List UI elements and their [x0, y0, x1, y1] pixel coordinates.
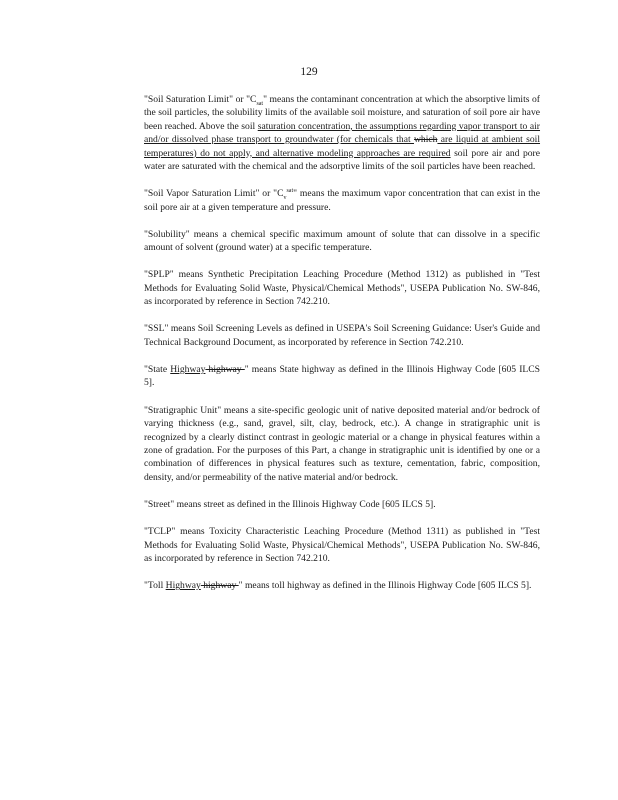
subscript: v [283, 195, 287, 202]
def-text: "State [144, 364, 171, 376]
def-text: " means toll highway as defined in the Illinois Highway Code [605 ILCS 5]. [238, 580, 532, 592]
def-text: soil pore air and pore water are saturated with the chemical and the adsorptive limits of the soil particles have been reached. [144, 147, 540, 173]
definition-soil-vapor-saturation-limit [144, 187, 540, 214]
definition-state-highway [144, 363, 540, 390]
deleted-text: highway [200, 580, 239, 592]
definitions-list [144, 93, 540, 606]
def-text: "Toll [144, 580, 166, 592]
definition-solubility: "Solubility" means a chemical specific maximum amount of solute that can dissolve in a specific amount of solvent (ground water) at a specific temperature. [144, 228, 540, 254]
def-text: " means the contaminant concentration at which the absorptive limits of the soil particles, the solubility limits of the available soil moisture, and saturation of soil pore air have been reached. Above the soil [144, 94, 540, 132]
superscript: sat [286, 188, 294, 195]
definition-ssl: "SSL" means Soil Screening Levels as defined in USEPA's Soil Screening Guidance: User's Guide and Technical Background Document, as incorporated by reference in Section 742.210. [144, 323, 540, 348]
page-number: 129 [300, 66, 318, 78]
deleted-text: which [413, 134, 438, 146]
def-text: " means State highway as defined in the Illinois Highway Code [605 ILCS 5]. [144, 364, 541, 389]
def-text: " means the maximum vapor concentration that can exist in the soil pore air at a given temperature and pressure. [144, 188, 540, 213]
def-text: "Soil Vapor Saturation Limit" or "C [144, 188, 284, 200]
inserted-text: saturation concentration, the assumptions regarding vapor transport to air and/or dissolved phase transport to groundwater (for chemicals that [144, 120, 541, 146]
deleted-text: highway [205, 364, 245, 376]
definition-toll-highway [144, 579, 540, 592]
subscript: sat [256, 100, 264, 107]
inserted-text: are liquid at ambient soil temperatures) do not apply, and alternative modeling approaches are required [144, 134, 541, 159]
definition-splp: "SPLP" means Synthetic Precipitation Leaching Procedure (Method 1312) as published in "Test Methods for Evaluating Solid Waste, Physical/Chemical Methods", USEPA Publication No. SW-846, as incorporated by reference in Section 742.210. [144, 269, 540, 308]
definition-tclp: "TCLP" means Toxicity Characteristic Leaching Procedure (Method 1311) as published in "Test Methods for Evaluating Solid Waste, Physical/Chemical Methods", USEPA Publication No. SW-846, as incorporated by reference in Section 742.210. [144, 526, 540, 564]
inserted-text: Highway [170, 364, 206, 376]
inserted-text: Highway [165, 580, 201, 592]
definition-soil-saturation-limit [144, 93, 540, 173]
definition-stratigraphic-unit: "Stratigraphic Unit" means a site-specific geologic unit of native deposited material and/or bedrock of varying thickness (e.g., sand, gravel, silt, clay, bedrock, etc.). A change in stratigraphic unit is recognized by a clearly distinct contrast in geologic material or a change in physical features within a zone of gradation. For the purposes of this Part, a change in stratigraphic unit is identified by one or a combination of differences in physical features such as texture, cementation, fabric, composition, density, and/or permeability of the native material and/or bedrock. [144, 404, 540, 483]
definition-street: "Street" means street as defined in the Illinois Highway Code [605 ILCS 5]. [144, 498, 436, 510]
def-text: "Soil Saturation Limit" or "C [144, 94, 257, 105]
